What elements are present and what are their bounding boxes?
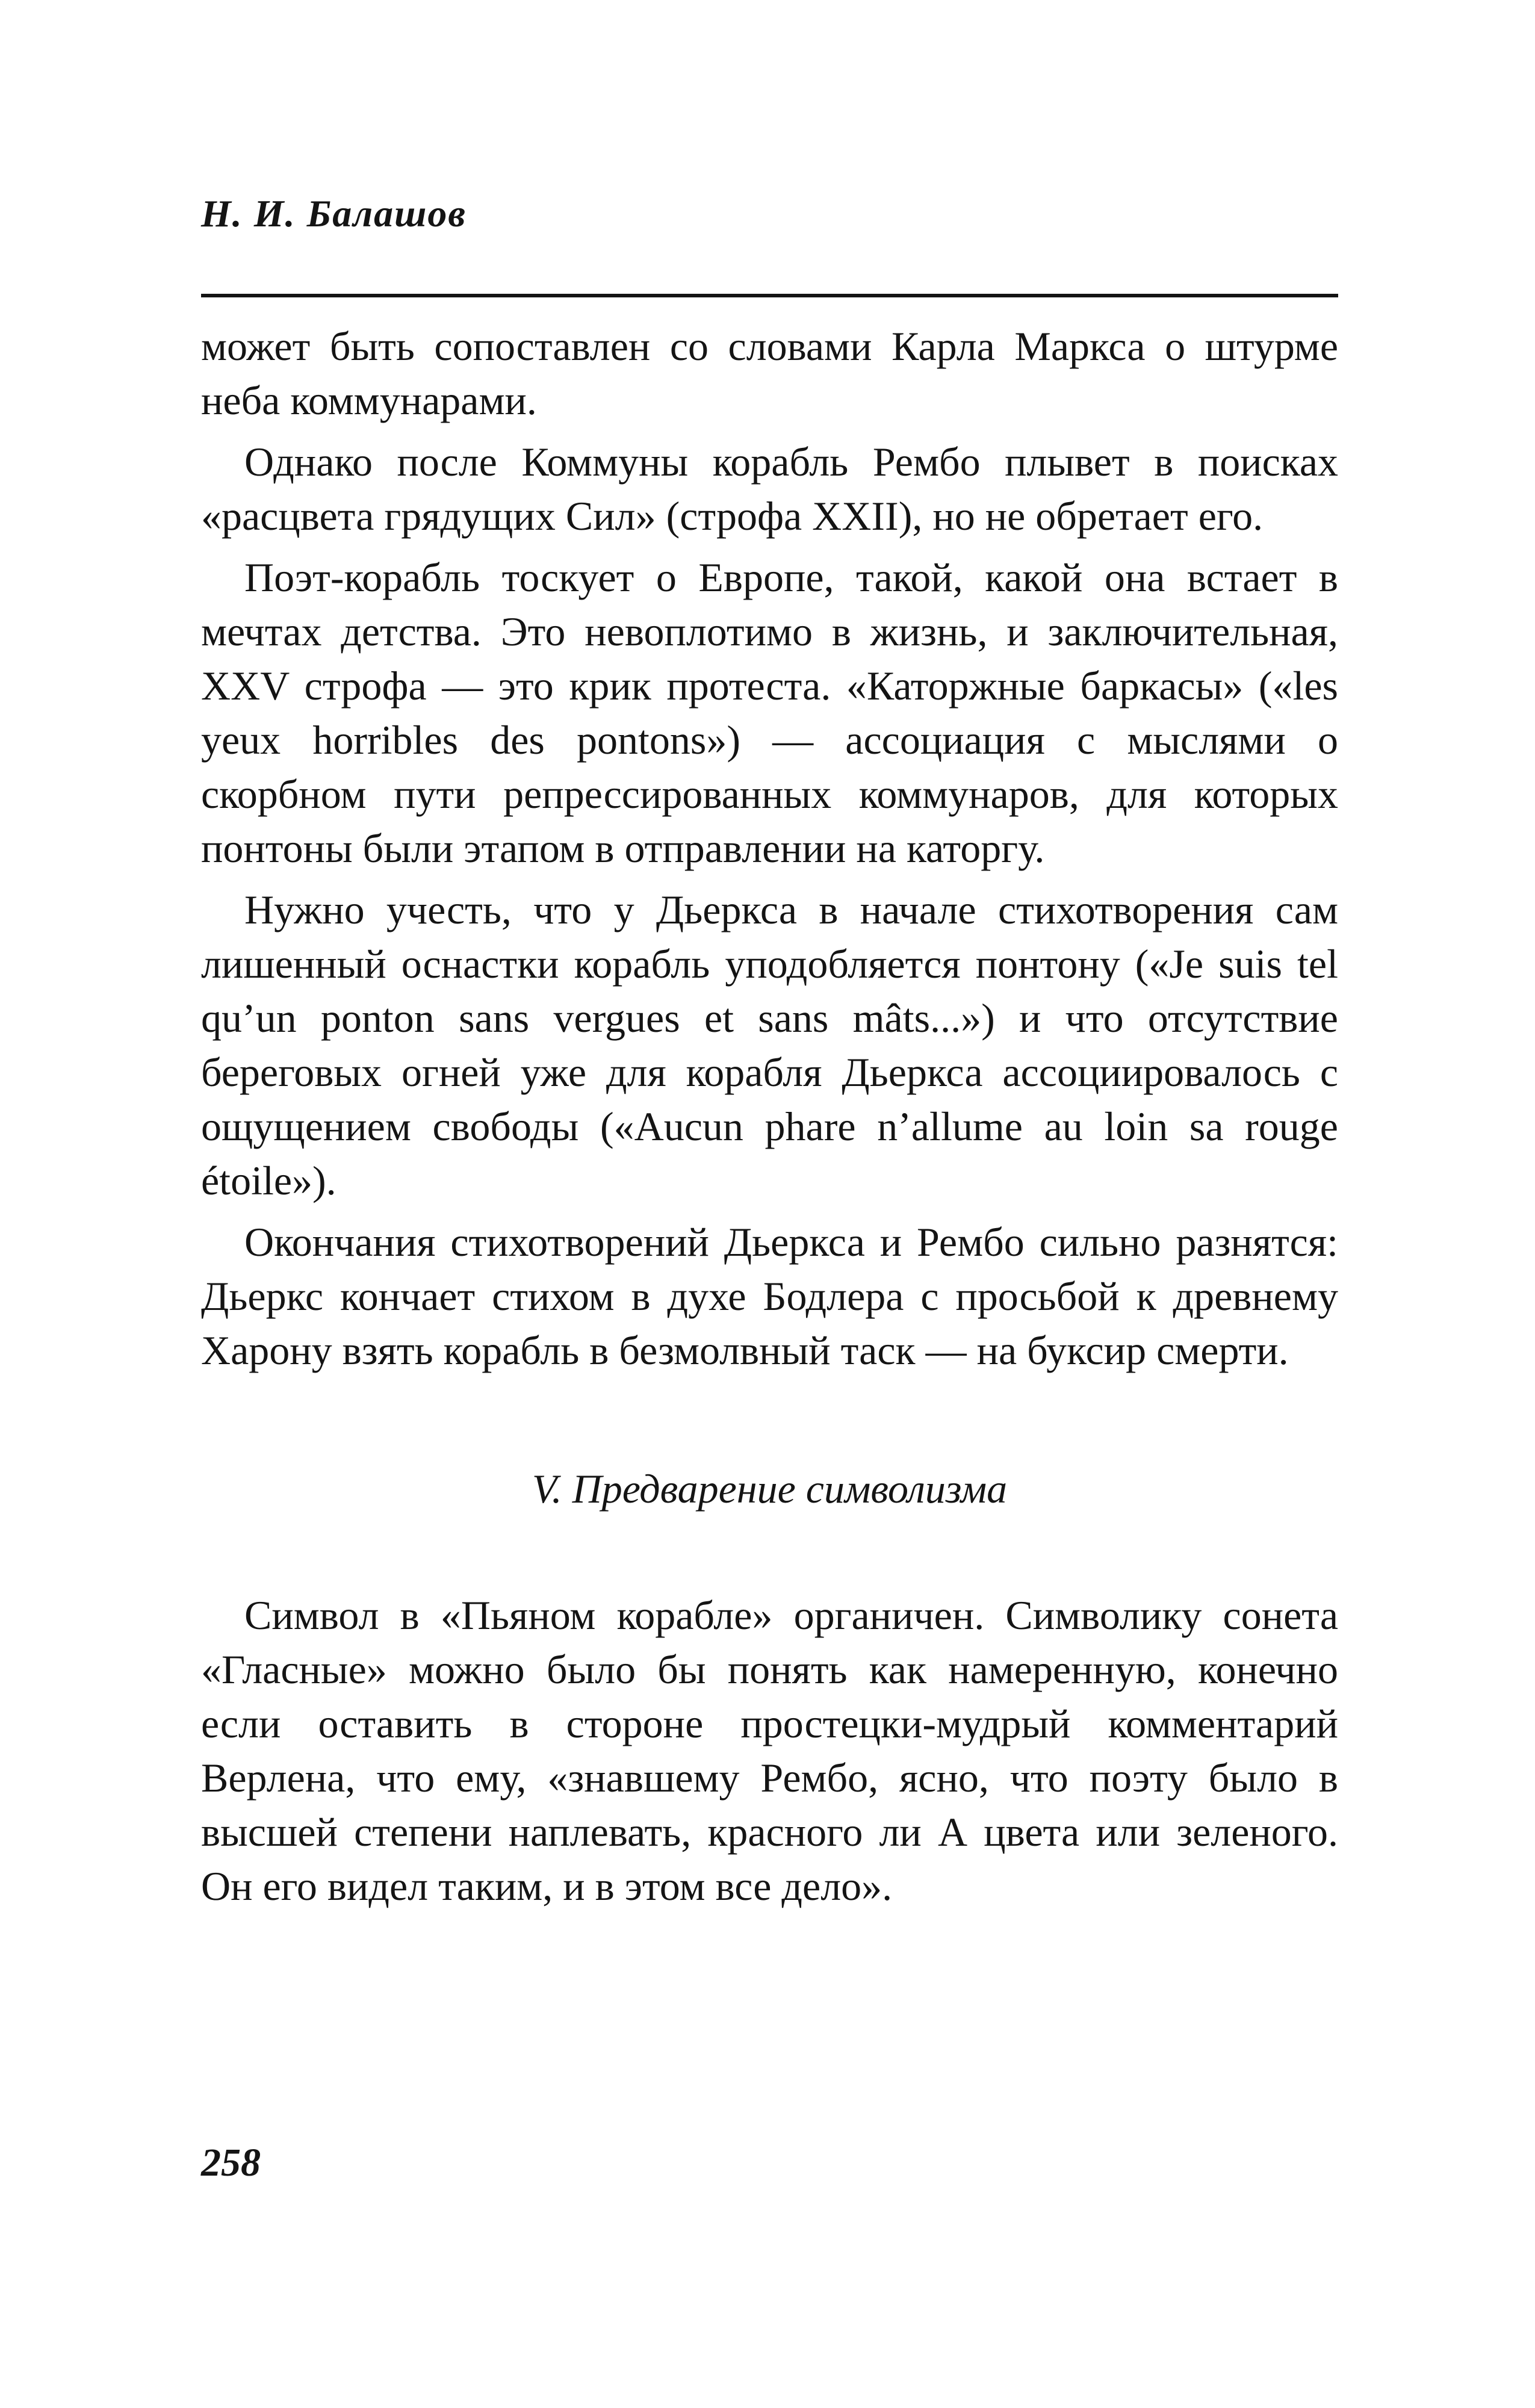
paragraph: Нужно учесть, что у Дьеркса в начале стихотворения сам лишенный оснастки корабль уподобляется понтону («Je suis tel qu’un ponton sans vergues et sans mâts...») и что отсутствие береговых огней уже для корабля Дьеркса ассоциировалось с ощущением свободы («Aucun phare n’allume au loin sa rouge étoile»).: [201, 887, 1338, 1203]
paragraph: Поэт-корабль тоскует о Европе, такой, какой она встает в мечтах детства. Это невоплотимо в жизнь, и заключительная, XXV строфа — это крик протеста. «Каторжные баркасы» («les yeux horribles des pontons») — ассоциация с мыслями о скорбном пути репрессированных коммунаров, для которых понтоны были этапом в отправлении на каторгу.: [201, 554, 1338, 871]
paragraph: может быть сопоставлен со словами Карла Маркса о штурме неба коммунарами.: [201, 323, 1338, 423]
body-text: [201, 319, 1338, 1920]
page-number: 258: [201, 2141, 261, 2185]
paragraph: Символ в «Пьяном корабле» органичен. Символику сонета «Гласные» можно было бы понять как намеренную, конечно если оставить в стороне простецки-мудрый комментарий Верлена, что ему, «знавшему Рембо, ясно, что поэту было в высшей степени наплевать, красного ли А цвета или зеленого. Он его видел таким, и в этом все дело».: [201, 1592, 1338, 1909]
header-rule: [201, 294, 1338, 297]
running-head: Н. И. Балашов: [201, 192, 467, 235]
paragraph: Однако после Коммуны корабль Рембо плывет в поисках «расцвета грядущих Сил» (строфа XXII), но не обретает его.: [201, 439, 1338, 539]
section-title: V. Предварение символизма: [532, 1466, 1008, 1512]
paragraph: Окончания стихотворений Дьеркса и Рембо сильно разнятся: Дьеркс кончает стихом в духе Бодлера с просьбой к древнему Харону взять корабль в безмолвный таск — на буксир смерти.: [201, 1219, 1338, 1373]
